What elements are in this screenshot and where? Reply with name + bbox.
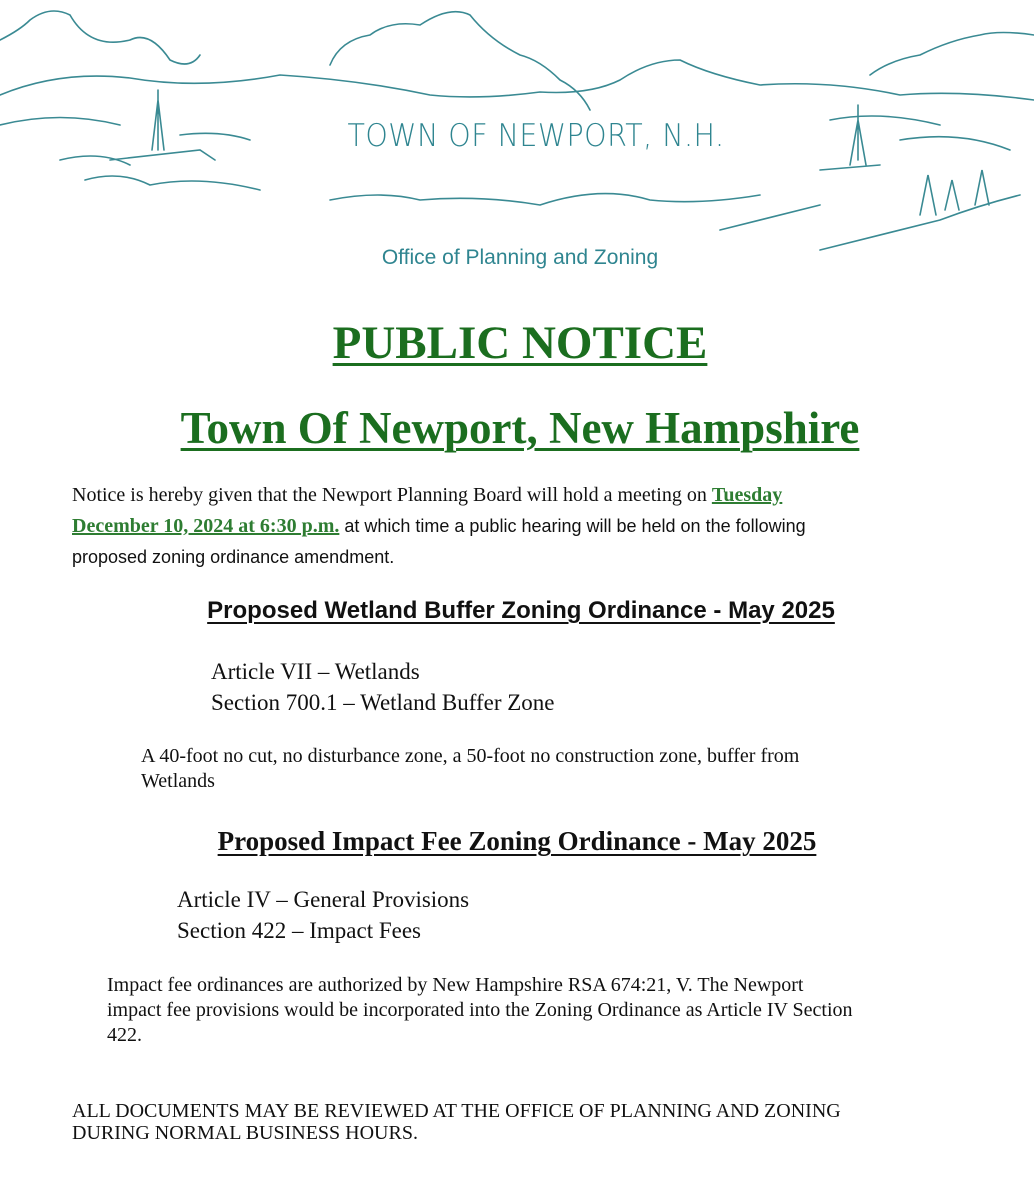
description-line: impact fee provisions would be incorporated into the Zoning Ordinance as Article IV Section [107,999,853,1021]
meeting-day: Tuesday [711,484,783,506]
article-line: Article IV – General Provisions [177,887,470,912]
intro-text-end: proposed zoning ordinance amendment. [72,547,395,567]
office-subtitle: Office of Planning and Zoning [381,246,659,269]
description-line: Impact fee ordinances are authorized by New Hampshire RSA 674:21, V. The Newport [107,974,804,996]
pine-trees-icon [920,170,989,215]
section-heading-impact-fee: Proposed Impact Fee Zoning Ordinance - May 2025 [217,826,817,856]
wetland-article [211,656,555,718]
mountain-ridge [0,60,1034,100]
notice-title: PUBLIC NOTICE [332,317,708,369]
notice-subtitle: Town Of Newport, New Hampshire [180,403,860,453]
section-heading-wetland: Proposed Wetland Buffer Zoning Ordinance - May 2025 [207,597,835,624]
description-line: Wetlands [141,770,215,792]
town-header-title: TOWN OF NEWPORT, N.H. [347,118,725,154]
footer-line: ALL DOCUMENTS MAY BE REVIEWED AT THE OFFICE OF PLANNING AND ZONING [72,1100,841,1122]
cloud-right [870,33,1034,76]
intro-text-continued: at which time a public hearing will be held on the following [339,516,806,536]
foreground-lines [85,176,1020,250]
intro-paragraph [72,480,972,573]
impact-fee-article [177,884,469,946]
footer-notice [72,1100,841,1144]
section-line: Section 422 – Impact Fees [177,918,422,943]
cloud-center [330,12,590,110]
wetland-description [141,744,961,794]
section-line: Section 700.1 – Wetland Buffer Zone [211,690,555,715]
description-line: A 40-foot no cut, no disturbance zone, a 50-foot no construction zone, buffer from [141,745,800,767]
article-line: Article VII – Wetlands [211,659,420,684]
cloud-left [0,11,200,64]
meeting-date-time: December 10, 2024 at 6:30 p.m. [72,515,340,537]
description-line: 422. [107,1024,142,1046]
impact-fee-description [107,973,987,1048]
intro-text: Notice is hereby given that the Newport Planning Board will hold a meeting on [72,484,712,506]
footer-line: DURING NORMAL BUSINESS HOURS. [72,1122,418,1144]
